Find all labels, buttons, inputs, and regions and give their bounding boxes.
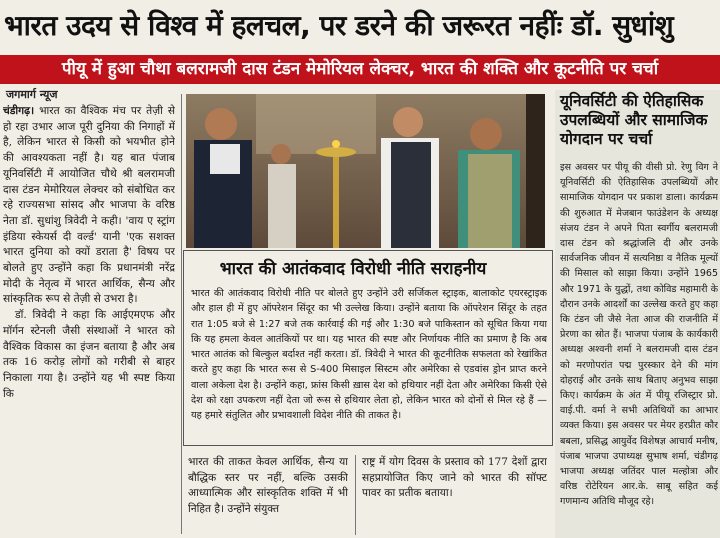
column-1-text-1: भारत का वैश्विक मंच पर तेज़ी से हो रहा उभार आज पूरी दुनिया की निगाहों में है, लेकिन भारत से किसी को भयभीत होने की आवश्यकता नहीं है। यह बात पंजाब यूनिवर्सिटी में आयोजित चौथे श्री बलरामजी दास टंडन मेमोरियल लेक्चर को संबोधित कर रहे राज्यसभा सांसद और भाजपा के वरिष्ठ नेता डॉ. सुधांशु त्रिवेदी ने कही। 'वाय ए स्ट्रांग इंडिया स्केयर्स दी वर्ल्ड' यानी 'एक सशक्त भारत दुनिया को क्यों डराता है' विषय पर बोलते हुए उन्होंने कहा कि प्रधानमंत्री नरेंद्र मोदी के नेतृत्व में भारत आर्थिक, सैन्य और सांस्कृतिक रूप से तेज़ी से उभरा है। <box>3 105 175 306</box>
column-1 <box>3 104 175 536</box>
column-divider-2 <box>355 455 356 535</box>
lamp-lighting-photo <box>186 94 545 248</box>
column-1-para-1 <box>3 104 175 308</box>
column-1-para-2: डॉ. त्रिवेदी ने कहा कि आईएमएफ और मॉर्गन स्टेनली जैसी संस्थाओं ने भारत को वैश्विक विकास का इंजन बताया है और अब तक 16 करोड़ लोगों को गरीबी से बाहर निकाला गया है। उन्होंने यह भी स्पष्ट किया कि <box>3 309 175 400</box>
column-divider <box>181 94 182 534</box>
inset-body: भारत की आतंकवाद विरोधी नीति पर बोलते हुए उन्होंने उरी सर्जिकल स्ट्राइक, बालाकोट एयरस्ट्राइक और हाल ही में हुए ऑपरेशन सिंदूर का भी उल्लेख किया। उन्होंने बताया कि ऑपरेशन सिंदूर के तहत रात 1:05 बजे से 1:27 बजे तक कार्रवाई की गई और 1:30 बजे पाकिस्तान को सूचित किया गया कि यह हमला केवल आतंकियों पर था। यह भारत की स्पष्ट और निर्णायक नीति का प्रमाण है कि अब भारत आतंक को बिल्कुल बर्दाश्त नहीं करता। डॉ. त्रिवेदी ने भारत की कूटनीतिक सफलता को रेखांकित करते हुए कहा कि भारत रूस से S-400 मिसाइल सिस्टम और अमेरिका से एडवांस ड्रोन प्राप्त करने वाला अकेला देश है। उन्होंने कहा, फ्रांस किसी ख़ास देश को हथियार नहीं देता और अमेरिका किसी ऐसे देश को रक्षा उपकरण नहीं देता जो रूस से हथियार लेता हो, लेकिन भारत को दोनों से मिल रहे हैं — यह हमारे संतुलित और प्रभावशाली विदेश नीति की ताकत है। <box>191 288 547 422</box>
dateline: चंडीगढ़। <box>3 105 35 117</box>
subheadline-banner: पीयू में हुआ चौथा बलरामजी दास टंडन मेमोरियल लेक्चर, भारत की शक्ति और कूटनीति पर चर्चा <box>0 55 720 84</box>
sidebar-body: इस अवसर पर पीयू की वीसी प्रो. रेणु विग ने यूनिवर्सिटी की ऐतिहासिक उपलब्धियों और सामाजिक योगदान पर प्रकाश डाला। कार्यक्रम की शुरुआत में मेजबान फाउंडेशन के अध्यक्ष संजय टंडन ने अपने पिता स्वर्गीय बलरामजी दास टंडन को श्रद्धांजलि दी और उनके सार्वजनिक जीवन में सत्यनिष्ठा व नैतिक मूल्यों की मिसाल को साझा किया। उन्होंने 1965 और 1971 के युद्धों, तथा कोविड महामारी के दौरान उनके आदर्शों का उल्लेख करते हुए कहा कि टंडन जी जैसे नेता आज की राजनीति में प्रेरणा का स्रोत हैं। भाजपा पंजाब के कार्यकारी अध्यक्ष अश्वनी शर्मा ने बलरामजी दास टंडन को मरणोपरांत पद्म पुरस्कार देने की मांग दोहराई और उनके साथ बिताए अनुभव साझा किए। कार्यक्रम के अंत में पीयू रजिस्ट्रार प्रो. वाई.पी. वर्मा ने सभी अतिथियों का आभार व्यक्त किया। इस अवसर पर मेयर हरप्रीत कौर बबला, प्रसिद्ध आयुर्वेद विशेषज्ञ आचार्य मनीष, पंजाब भाजपा उपाध्यक्ष सुभाष शर्मा, चंडीगढ़ भाजपा अध्यक्ष जतिंदर पाल मल्होत्रा और वरिष्ठ रोटेरियन आर.के. साबू सहित कई गणमान्य अतिथि मौजूद रहे। <box>560 162 718 508</box>
sidebar-title: यूनिवर्सिटी की ऐतिहासिक उपलब्धियों और सामाजिक योगदान पर चर्चा <box>560 92 708 148</box>
column-3-bottom: राष्ट्र में योग दिवस के प्रस्ताव को 177 देशों द्वारा सहप्रायोजित किए जाने को भारत की सॉफ्ट पावर का प्रतीक बताया। <box>362 456 547 500</box>
byline: जगमार्ग न्यूज <box>6 88 58 101</box>
column-2-bottom: भारत की ताकत केवल आर्थिक, सैन्य या बौद्धिक स्तर पर नहीं, बल्कि उसकी आध्यात्मिक और सांस्कृतिक शक्ति में भी निहित है। उन्होंने संयुक्त <box>188 456 348 516</box>
event-photo <box>186 94 545 248</box>
inset-title: भारत की आतंकवाद विरोधी नीति सराहनीय <box>219 259 487 279</box>
headline: भारत उदय से विश्व में हलचल, पर डरने की जरूरत नहींः डॉ. सुधांशु <box>4 9 674 42</box>
